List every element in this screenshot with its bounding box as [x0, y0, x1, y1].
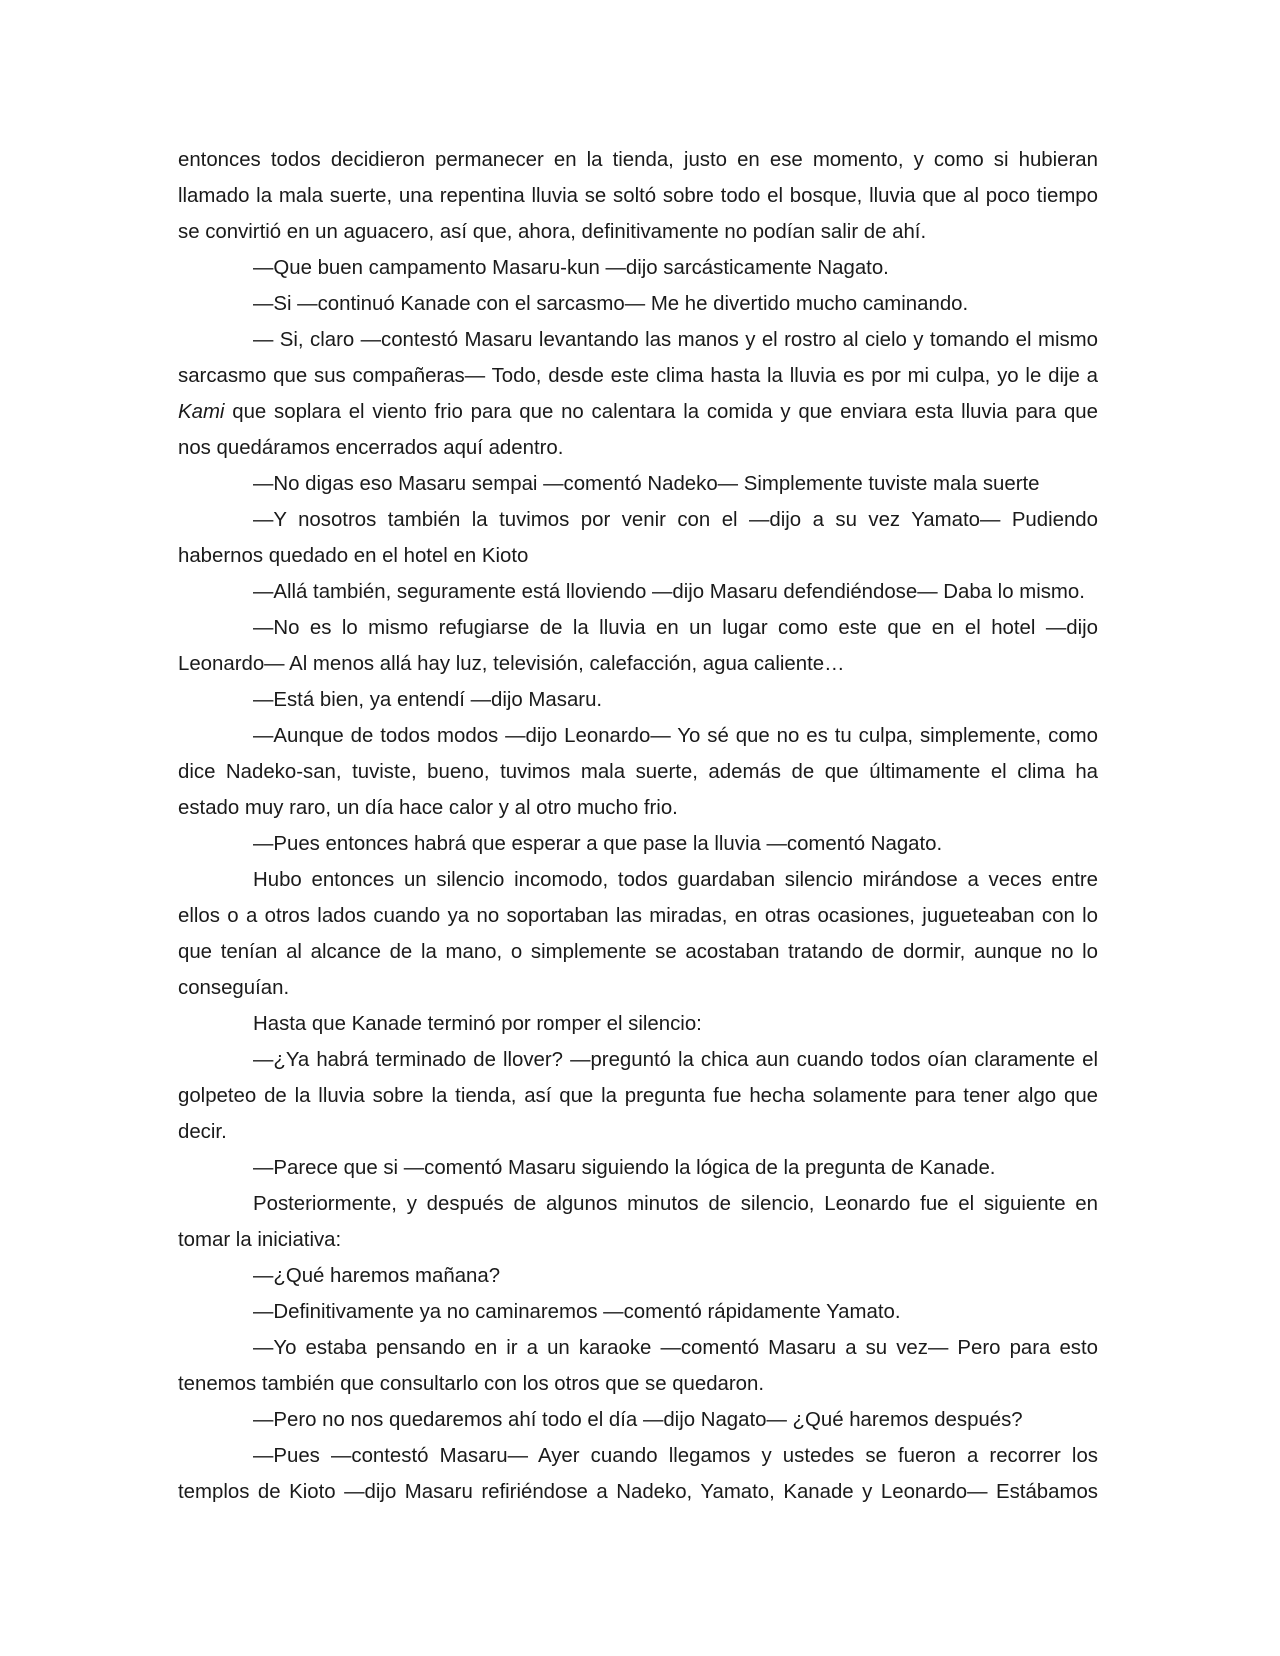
paragraph: —Está bien, ya entendí —dijo Masaru. [253, 689, 603, 711]
paragraph-text: que soplara el viento frio para que no calentara la comida y que enviara esta lluvia para que nos quedáramos encerrados aquí adentro. [178, 401, 1098, 459]
paragraph: Posteriormente, y después de algunos minutos de silencio, Leonardo fue el siguiente en tomar la iniciativa: [178, 1193, 1098, 1251]
paragraph: —No es lo mismo refugiarse de la lluvia en un lugar como este que en el hotel —dijo Leonardo— Al menos allá hay luz, televisión, calefacción, agua caliente… [178, 617, 1098, 675]
document-body [178, 142, 1098, 1510]
paragraph: entonces todos decidieron permanecer en la tienda, justo en ese momento, y como si hubieran llamado la mala suerte, una repentina lluvia se soltó sobre todo el bosque, lluvia que al poco tiempo se convirtió en un aguacero, así que, ahora, definitivamente no podían salir de ahí. [178, 149, 1098, 243]
paragraph-text: — Si, claro —contestó Masaru levantando las manos y el rostro al cielo y tomando el mismo sarcasmo que sus compañeras— Todo, desde este clima hasta la lluvia es por mi culpa, yo le dije a [178, 329, 1098, 387]
italic-term: Kami [178, 401, 225, 423]
paragraph [178, 322, 1098, 466]
paragraph: —¿Ya habrá terminado de llover? —preguntó la chica aun cuando todos oían claramente el golpeteo de la lluvia sobre la tienda, así que la pregunta fue hecha solamente para tener algo que decir. [178, 1049, 1098, 1143]
paragraph: —Yo estaba pensando en ir a un karaoke —comentó Masaru a su vez— Pero para esto tenemos también que consultarlo con los otros que se quedaron. [178, 1337, 1098, 1395]
paragraph: —Definitivamente ya no caminaremos —comentó rápidamente Yamato. [253, 1301, 901, 1323]
paragraph: Hubo entonces un silencio incomodo, todos guardaban silencio mirándose a veces entre ellos o a otros lados cuando ya no soportaban las miradas, en otras ocasiones, jugueteaban con lo que tenían al alcance de la mano, o simplemente se acostaban tratando de dormir, aunque no lo conseguían. [178, 869, 1098, 999]
paragraph: —Si —continuó Kanade con el sarcasmo— Me he divertido mucho caminando. [253, 293, 969, 315]
paragraph: —Pero no nos quedaremos ahí todo el día —dijo Nagato— ¿Qué haremos después? [253, 1409, 1023, 1431]
paragraph: —No digas eso Masaru sempai —comentó Nadeko— Simplemente tuviste mala suerte [253, 473, 1040, 495]
paragraph: —¿Qué haremos mañana? [253, 1265, 501, 1287]
paragraph: —Y nosotros también la tuvimos por venir con el —dijo a su vez Yamato— Pudiendo habernos quedado en el hotel en Kioto [178, 509, 1098, 567]
paragraph: —Aunque de todos modos —dijo Leonardo— Yo sé que no es tu culpa, simplemente, como dice Nadeko-san, tuviste, bueno, tuvimos mala suerte, además de que últimamente el clima ha estado muy raro, un día hace calor y al otro mucho frio. [178, 725, 1098, 819]
paragraph: —Parece que si —comentó Masaru siguiendo la lógica de la pregunta de Kanade. [253, 1157, 996, 1179]
paragraph: —Allá también, seguramente está lloviendo —dijo Masaru defendiéndose— Daba lo mismo. [253, 581, 1085, 603]
paragraph: Hasta que Kanade terminó por romper el silencio: [253, 1013, 702, 1035]
paragraph: —Que buen campamento Masaru-kun —dijo sarcásticamente Nagato. [253, 257, 889, 279]
paragraph: —Pues entonces habrá que esperar a que pase la lluvia —comentó Nagato. [253, 833, 943, 855]
paragraph: —Pues —contestó Masaru— Ayer cuando llegamos y ustedes se fueron a recorrer los templos de Kioto —dijo Masaru refiriéndose a Nadeko, Yamato, Kanade y Leonardo— Estábamos [178, 1445, 1098, 1503]
